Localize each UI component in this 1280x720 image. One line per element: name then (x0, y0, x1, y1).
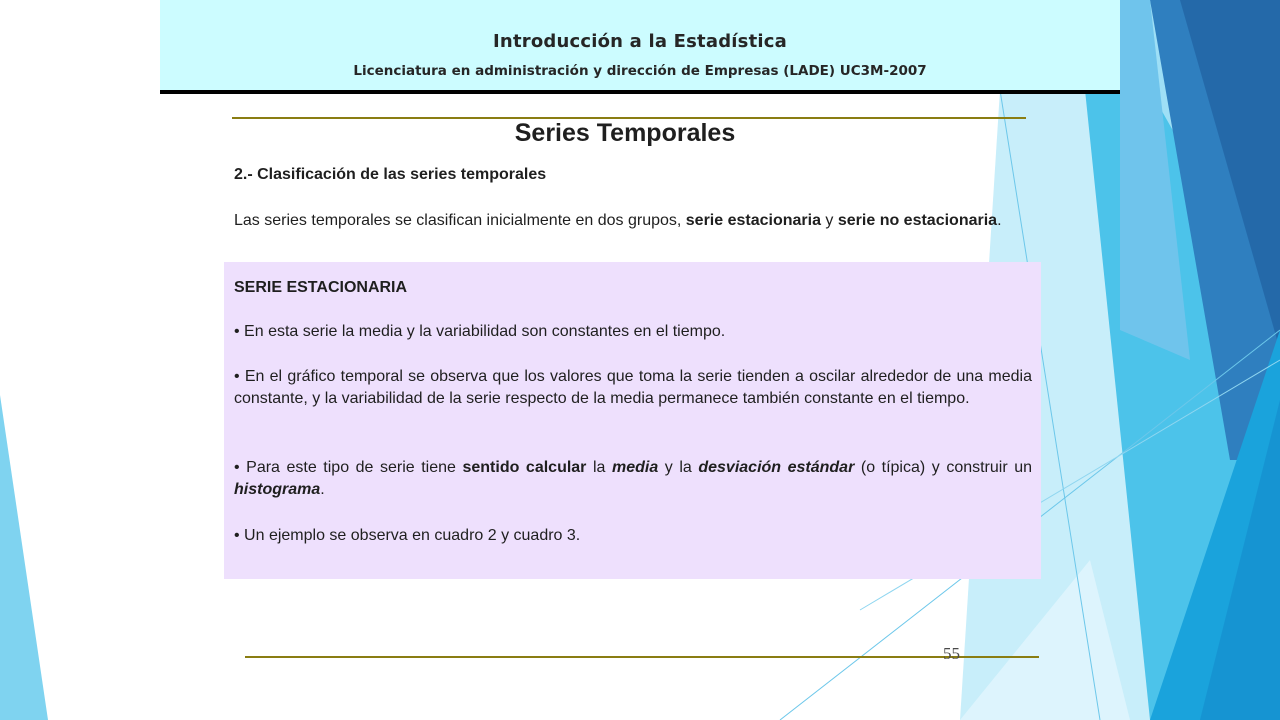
header-band (160, 0, 1120, 94)
bottom-rule (245, 656, 1039, 658)
term-non-stationary: serie no estacionaria (837, 212, 998, 229)
stationary-series-box (224, 262, 1041, 579)
bullet3-text-1: • Para este tipo de serie tiene (234, 459, 463, 476)
box-heading: SERIE ESTACIONARIA (234, 279, 408, 296)
bullet3-text-4: (o típica) y construir un (854, 459, 1033, 476)
course-subtitle: Licenciatura en administración y dirección de Empresas (LADE) UC3M-2007 (353, 63, 927, 79)
bullet-constant: • En esta serie la media y la variabilidad son constantes en el tiempo. (234, 323, 726, 340)
intro-text-3: . (997, 212, 1002, 229)
bullet-example: • Un ejemplo se observa en cuadro 2 y cuadro 3. (234, 527, 581, 544)
bullet3-text-2: la (586, 459, 612, 476)
course-title: Introducción a la Estadística (493, 31, 787, 52)
term-histograma: histograma (234, 481, 321, 498)
intro-text-2: y (820, 212, 838, 229)
bullet3-text-3: y la (658, 459, 699, 476)
term-sentido-calcular: sentido calcular (462, 459, 587, 476)
bullet-calculate (234, 457, 1032, 501)
page-number: 55 (943, 644, 960, 663)
term-media: media (611, 459, 659, 476)
bullet-graph: • En el gráfico temporal se observa que los valores que toma la serie tienden a oscilar alrededor de una media constante, y la variabilidad de la serie respecto de la media permanece también constante en el tiempo. (234, 368, 1032, 407)
term-stationary: serie estacionaria (685, 212, 821, 229)
bullet3-text-5: . (320, 481, 325, 498)
section-heading: 2.- Clasificación de las series temporales (234, 166, 547, 183)
intro-paragraph (234, 210, 1031, 232)
intro-text-1: Las series temporales se clasifican inicialmente en dos grupos, (234, 212, 686, 229)
slide-title: Series Temporales (514, 119, 736, 147)
term-desviacion: desviación estándar (698, 459, 855, 476)
